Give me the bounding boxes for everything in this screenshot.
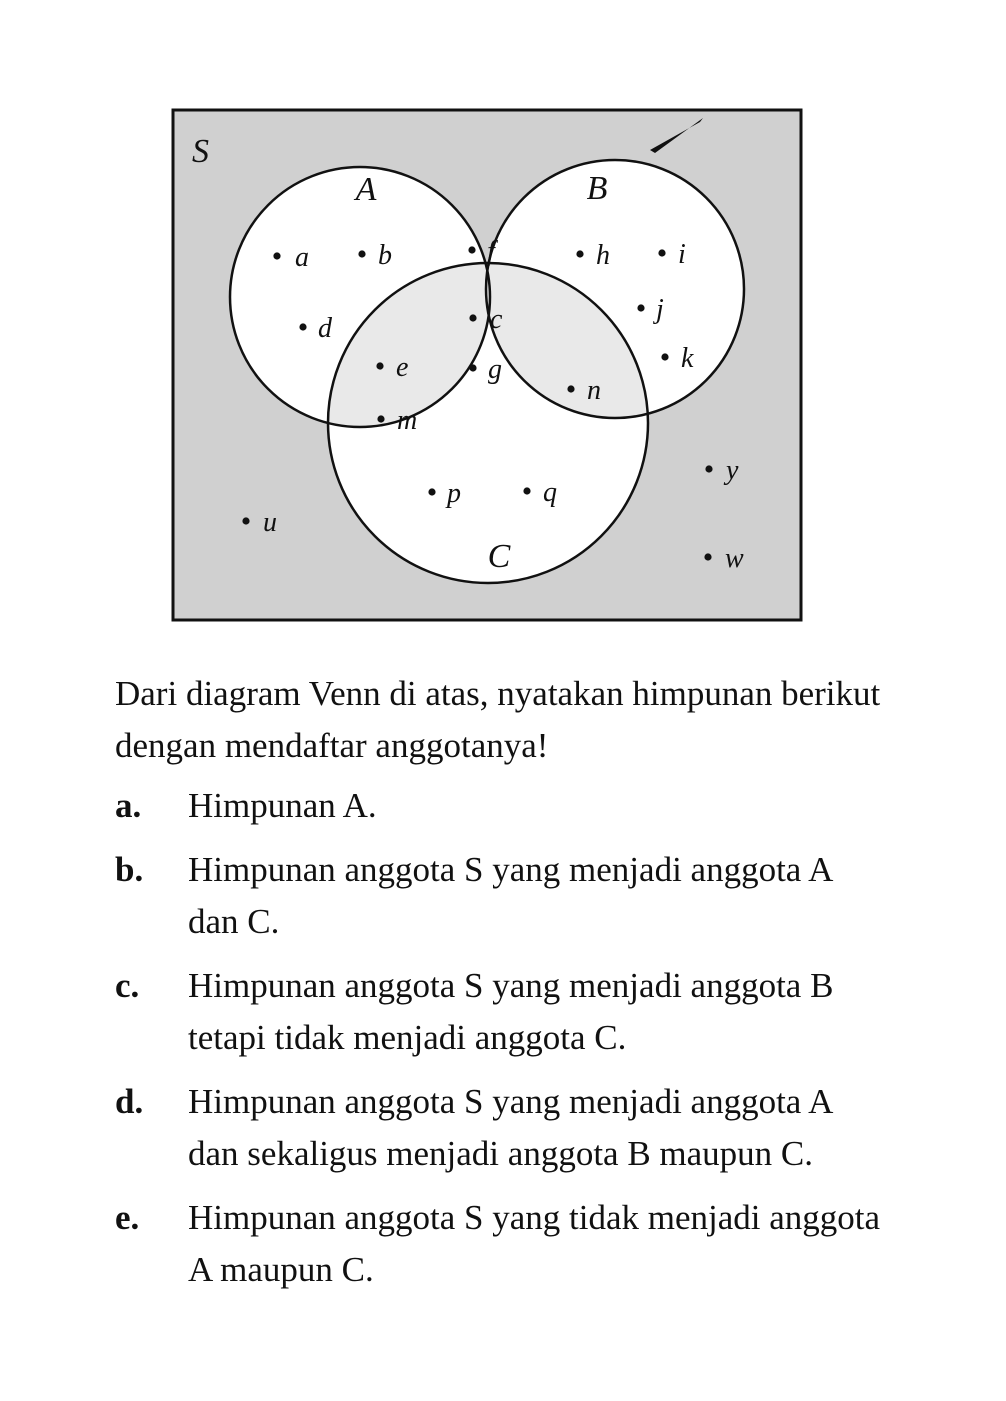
- svg-text:p: p: [447, 478, 461, 509]
- svg-text:b: b: [378, 240, 392, 271]
- svg-text:g: g: [488, 354, 502, 385]
- svg-text:e: e: [396, 352, 409, 383]
- question-item-b: [115, 844, 885, 948]
- set-c-label: C: [487, 538, 511, 575]
- svg-text:d: d: [318, 313, 332, 344]
- svg-text:i: i: [678, 239, 686, 270]
- svg-text:u: u: [263, 507, 277, 538]
- item-letter: c.: [115, 966, 140, 1005]
- item-text: Himpunan anggota S yang menjadi anggota B tetapi tidak menjadi anggota C.: [188, 966, 834, 1057]
- item-letter: d.: [115, 1082, 144, 1121]
- svg-text:f: f: [487, 236, 495, 267]
- svg-text:k: k: [681, 343, 694, 374]
- item-letter: b.: [115, 850, 144, 889]
- svg-text:h: h: [596, 240, 610, 271]
- question-item-d: [115, 1076, 885, 1180]
- question-item-a: [115, 780, 885, 832]
- svg-text:q: q: [543, 477, 557, 508]
- universe-label: S: [192, 133, 209, 170]
- question-list: [115, 780, 885, 1296]
- set-b-label: B: [586, 170, 608, 207]
- svg-text:c: c: [490, 304, 503, 335]
- svg-text:a: a: [295, 242, 309, 273]
- item-text: Himpunan anggota S yang tidak menjadi anggota A maupun C.: [188, 1198, 881, 1289]
- svg-text:m: m: [397, 405, 418, 436]
- item-text: Himpunan A.: [188, 786, 377, 825]
- item-text: Himpunan anggota S yang menjadi anggota A dan sekaligus menjadi anggota B maupun C.: [188, 1082, 832, 1173]
- item-letter: a.: [115, 786, 142, 825]
- question-item-c: [115, 960, 885, 1064]
- venn-diagram: [0, 0, 1006, 640]
- svg-text:w: w: [725, 543, 744, 574]
- svg-text:n: n: [587, 375, 601, 406]
- question-item-e: [115, 1192, 885, 1296]
- svg-text:y: y: [726, 455, 739, 486]
- question-block: [115, 668, 885, 1308]
- question-intro: Dari diagram Venn di atas, nyatakan himpunan berikut dengan mendaftar anggotanya!: [115, 674, 881, 765]
- svg-text:j: j: [656, 294, 664, 325]
- item-text: Himpunan anggota S yang menjadi anggota A dan C.: [188, 850, 832, 941]
- set-a-label: A: [355, 171, 377, 208]
- item-letter: e.: [115, 1198, 140, 1237]
